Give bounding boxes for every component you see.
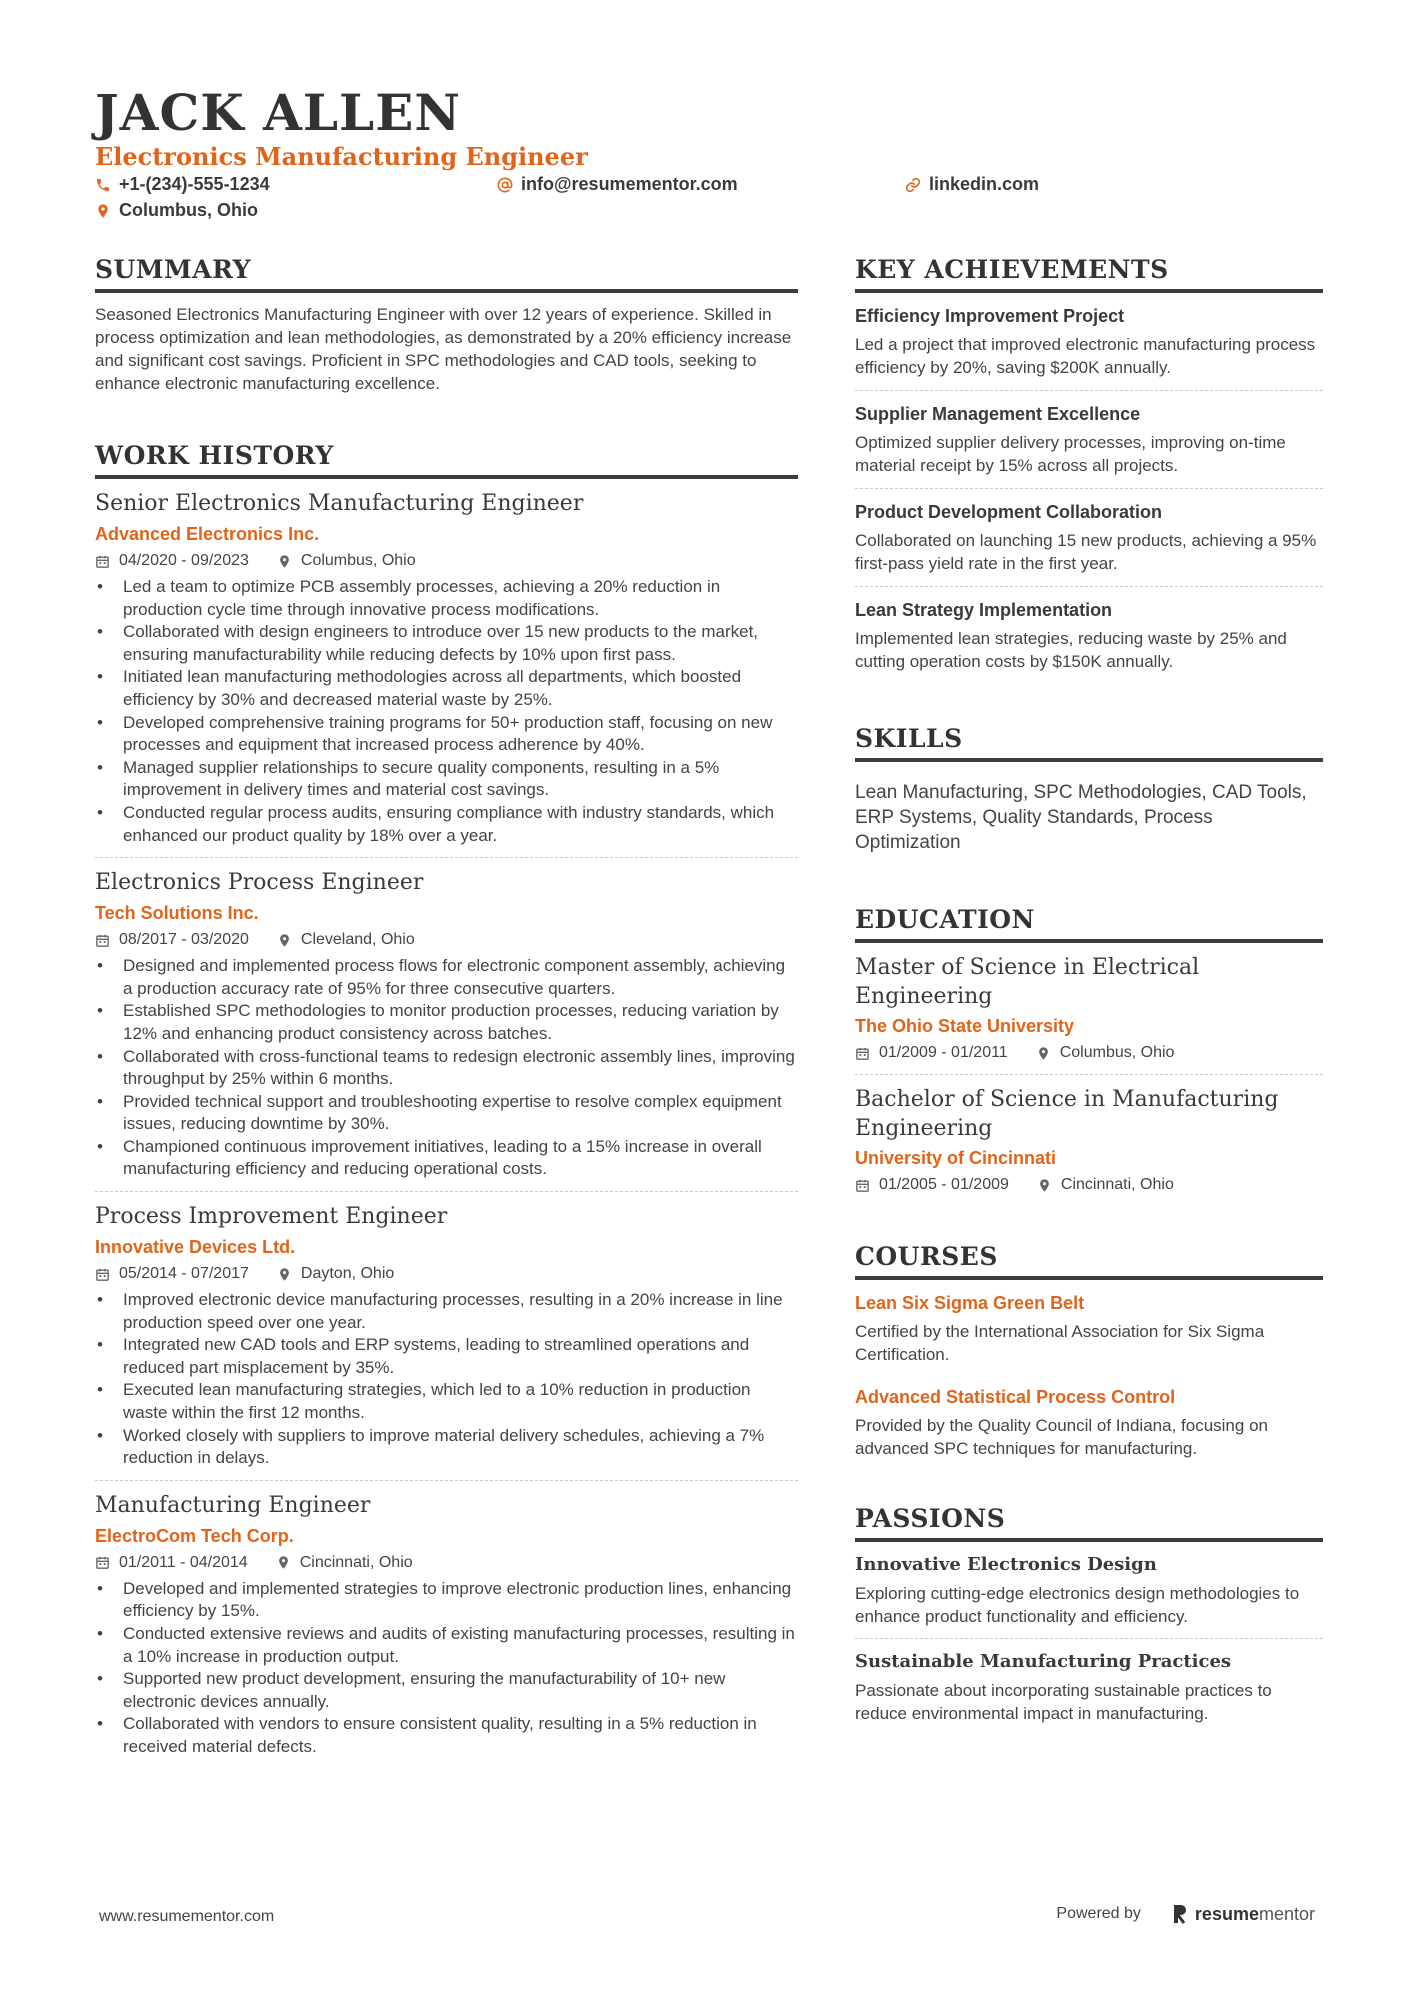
powered-by-text: Powered by xyxy=(1056,1905,1141,1922)
education-meta xyxy=(855,1174,1323,1196)
job-bullets xyxy=(95,1578,798,1759)
skills-text: Lean Manufacturing, SPC Methodologies, CAD Tools, ERP Systems, Quality Standards, Process Optimization xyxy=(855,782,1307,853)
passion-desc: Passionate about incorporating sustainable practices to reduce environmental impact in manufacturing. xyxy=(855,1681,1272,1723)
location-pin-icon xyxy=(277,554,292,569)
resume-header xyxy=(95,82,1325,224)
passion-desc: Exploring cutting-edge electronics design methodologies to enhance product functionality and efficiency. xyxy=(855,1584,1300,1626)
linkedin-text: linkedin.com xyxy=(929,174,1040,194)
education-item xyxy=(855,943,1323,1075)
contact-email[interactable] xyxy=(497,174,738,195)
contact-location xyxy=(95,200,258,221)
job-dates: 08/2017 - 03/2020 xyxy=(119,931,249,949)
list-item: • Developed comprehensive training programs for 50+ production staff, focusing on new processes and equipment that increased process adherence by 40%. xyxy=(95,712,798,757)
job-location: Dayton, Ohio xyxy=(300,1265,395,1283)
education-school: The Ohio State University xyxy=(855,1016,1075,1036)
at-sign-icon xyxy=(497,177,513,193)
work-history-section xyxy=(95,441,798,1769)
list-item: • Managed supplier relationships to secure quality components, resulting in a 5% improvement in delivery times and material cost savings. xyxy=(95,757,798,802)
education-location-wrap xyxy=(1036,1042,1175,1064)
calendar-icon xyxy=(855,1046,870,1061)
course-item xyxy=(855,1374,1323,1468)
location-pin-icon xyxy=(1037,1178,1052,1193)
location-pin-icon xyxy=(95,203,111,219)
job-meta xyxy=(95,550,798,572)
job-entry xyxy=(95,858,798,1192)
achievement-item xyxy=(855,293,1323,391)
resumementor-logo-icon xyxy=(1171,1903,1189,1925)
location-pin-icon xyxy=(276,1555,291,1570)
education-meta xyxy=(855,1042,1323,1064)
list-item: • Executed lean manufacturing strategies, which led to a 10% reduction in production waste within the first 12 months. xyxy=(95,1379,798,1424)
passion-title: Sustainable Manufacturing Practices xyxy=(855,1651,1232,1672)
job-entry xyxy=(95,479,798,858)
right-column xyxy=(855,255,1323,1735)
job-location: Cincinnati, Ohio xyxy=(299,1553,413,1571)
education-degree: Bachelor of Science in Manufacturing Engineering xyxy=(855,1087,1279,1141)
achievement-title: Product Development Collaboration xyxy=(855,502,1163,522)
list-item: • Worked closely with suppliers to improve material delivery schedules, achieving a 7% reduction in delays. xyxy=(95,1425,798,1470)
summary-section xyxy=(95,255,798,395)
education-heading: EDUCATION xyxy=(855,905,1323,943)
calendar-icon xyxy=(855,1178,870,1193)
list-item: • Collaborated with vendors to ensure consistent quality, resulting in a 5% reduction in received material defects. xyxy=(95,1713,798,1758)
calendar-icon xyxy=(95,1267,110,1282)
candidate-title: Electronics Manufacturing Engineer xyxy=(95,142,588,171)
skills-heading: SKILLS xyxy=(855,724,1323,762)
list-item: • Developed and implemented strategies to improve electronic production lines, enhancing efficiency by 15%. xyxy=(95,1578,798,1623)
summary-text: Seasoned Electronics Manufacturing Engineer with over 12 years of experience. Skilled in process optimization and lean methodologies, as demonstrated by a 20% efficiency increase and significant cost savings. Proficient in SPC methodologies and CAD tools, seeking to enhance electronic manufacturing excellence. xyxy=(95,305,792,393)
list-item: • Integrated new CAD tools and ERP systems, leading to streamlined operations and reduced part misplacement by 35%. xyxy=(95,1334,798,1379)
achievement-item xyxy=(855,587,1323,684)
job-dates: 01/2011 - 04/2014 xyxy=(119,1553,248,1571)
passion-item xyxy=(855,1542,1323,1639)
passions-heading: PASSIONS xyxy=(855,1504,1323,1542)
link-icon xyxy=(905,177,921,193)
work-history-heading: WORK HISTORY xyxy=(95,441,798,479)
job-title: Senior Electronics Manufacturing Engineer xyxy=(95,491,584,516)
job-entry xyxy=(95,1192,798,1481)
achievements-section xyxy=(855,255,1323,684)
job-title: Manufacturing Engineer xyxy=(95,1492,371,1518)
job-company: Tech Solutions Inc. xyxy=(95,903,259,924)
skills-section xyxy=(855,724,1323,855)
education-dates: 01/2005 - 01/2009 xyxy=(879,1176,1009,1193)
education-degree: Master of Science in Electrical Engineering xyxy=(855,955,1200,1009)
footer-brand xyxy=(1056,1903,1315,1925)
list-item: • Championed continuous improvement initiatives, leading to a 15% increase in overall manufacturing efficiency and reducing operational costs. xyxy=(95,1136,798,1181)
job-dates: 05/2014 - 07/2017 xyxy=(119,1265,249,1283)
achievements-heading: KEY ACHIEVEMENTS xyxy=(855,255,1323,293)
job-entry xyxy=(95,1481,798,1769)
course-title: Advanced Statistical Process Control xyxy=(855,1387,1176,1407)
course-item xyxy=(855,1280,1323,1374)
contact-phone[interactable] xyxy=(95,174,270,195)
list-item: • Led a team to optimize PCB assembly processes, achieving a 20% reduction in production cycle time through innovative process modifications. xyxy=(95,576,798,621)
education-location: Cincinnati, Ohio xyxy=(1060,1176,1174,1193)
job-bullets xyxy=(95,1289,798,1470)
achievement-desc: Optimized supplier delivery processes, improving on-time material receipt by 15% across all projects. xyxy=(855,433,1286,475)
list-item: • Initiated lean manufacturing methodologies across all departments, which boosted efficiency by 30% and decreased material waste by 25%. xyxy=(95,666,798,711)
passion-title: Innovative Electronics Design xyxy=(855,1554,1157,1575)
job-bullets xyxy=(95,955,798,1181)
passions-section xyxy=(855,1504,1323,1735)
course-title: Lean Six Sigma Green Belt xyxy=(855,1293,1085,1313)
achievement-item xyxy=(855,489,1323,587)
contact-bar xyxy=(95,174,1325,224)
summary-heading: SUMMARY xyxy=(95,255,798,293)
contact-linkedin[interactable] xyxy=(905,174,1039,195)
achievement-desc: Implemented lean strategies, reducing waste by 25% and cutting operation costs by $150K annually. xyxy=(855,629,1287,671)
job-company: Advanced Electronics Inc. xyxy=(95,524,320,544)
list-item: • Conducted extensive reviews and audits of existing manufacturing processes, resulting in a 10% increase in production output. xyxy=(95,1623,798,1668)
education-location-wrap xyxy=(1037,1174,1174,1196)
brand-bold: resume xyxy=(1194,1903,1259,1924)
job-location-wrap xyxy=(277,1263,394,1285)
location-text: Columbus, Ohio xyxy=(119,200,258,220)
list-item: • Collaborated with design engineers to introduce over 15 new products to the market, ensuring manufacturability while reducing defects by 10% upon first pass. xyxy=(95,621,798,666)
list-item: • Conducted regular process audits, ensuring compliance with industry standards, which enhanced our product quality by 18% over a year. xyxy=(95,802,798,847)
job-company: Innovative Devices Ltd. xyxy=(95,1237,296,1258)
brand-light: mentor xyxy=(1258,1903,1315,1924)
location-pin-icon xyxy=(277,1267,292,1282)
education-location: Columbus, Ohio xyxy=(1059,1044,1175,1061)
candidate-name: JACK ALLEN xyxy=(95,83,462,142)
calendar-icon xyxy=(95,933,110,948)
achievement-title: Supplier Management Excellence xyxy=(855,404,1141,424)
job-meta xyxy=(95,1263,798,1285)
phone-icon xyxy=(95,177,111,193)
list-item: • Provided technical support and troubleshooting expertise to resolve complex equipment issues, reducing downtime by 30%. xyxy=(95,1091,798,1136)
job-location-wrap xyxy=(276,1552,413,1574)
calendar-icon xyxy=(95,1555,110,1570)
achievement-title: Lean Strategy Implementation xyxy=(855,600,1113,620)
brand-logo[interactable] xyxy=(1171,1903,1315,1925)
job-meta xyxy=(95,929,798,951)
list-item: • Designed and implemented process flows for electronic component assembly, achieving a production accuracy rate of 95% for three consecutive quarters. xyxy=(95,955,798,1000)
achievement-title: Efficiency Improvement Project xyxy=(855,306,1125,326)
job-location-wrap xyxy=(277,929,415,951)
location-pin-icon xyxy=(277,933,292,948)
phone-text: +1-(234)-555-1234 xyxy=(119,174,270,194)
footer-website[interactable]: www.resumementor.com xyxy=(99,1908,275,1925)
education-dates: 01/2009 - 01/2011 xyxy=(879,1044,1008,1061)
achievement-desc: Collaborated on launching 15 new products, achieving a 95% first-pass yield rate in the first year. xyxy=(855,531,1317,573)
job-location: Cleveland, Ohio xyxy=(300,931,415,949)
courses-section xyxy=(855,1242,1323,1468)
email-text: info@resumementor.com xyxy=(521,174,738,194)
job-company: ElectroCom Tech Corp. xyxy=(95,1525,294,1546)
courses-heading: COURSES xyxy=(855,1242,1323,1280)
education-school: University of Cincinnati xyxy=(855,1148,1057,1168)
job-title: Process Improvement Engineer xyxy=(95,1204,448,1230)
achievement-item xyxy=(855,391,1323,489)
job-meta xyxy=(95,1552,798,1574)
location-pin-icon xyxy=(1036,1046,1051,1061)
job-location: Columbus, Ohio xyxy=(300,552,416,569)
course-desc: Certified by the International Association for Six Sigma Certification. xyxy=(855,1322,1265,1364)
achievement-desc: Led a project that improved electronic manufacturing process efficiency by 20%, saving $200K annually. xyxy=(855,335,1316,377)
education-item xyxy=(855,1075,1323,1206)
list-item: • Collaborated with cross-functional teams to redesign electronic assembly lines, improving throughput by 25% within 6 months. xyxy=(95,1046,798,1091)
course-desc: Provided by the Quality Council of Indiana, focusing on advanced SPC techniques for manufacturing. xyxy=(855,1416,1268,1458)
education-section xyxy=(855,905,1323,1206)
list-item: • Established SPC methodologies to monitor production processes, reducing variation by 12% and enhancing product consistency across batches. xyxy=(95,1000,798,1045)
passion-item xyxy=(855,1639,1323,1735)
left-column xyxy=(95,255,798,1769)
list-item: • Supported new product development, ensuring the manufacturability of 10+ new electronic devices annually. xyxy=(95,1668,798,1713)
calendar-icon xyxy=(95,554,110,569)
job-title: Electronics Process Engineer xyxy=(95,870,424,896)
job-dates: 04/2020 - 09/2023 xyxy=(119,552,249,569)
list-item: • Improved electronic device manufacturing processes, resulting in a 20% increase in line production speed over one year. xyxy=(95,1289,798,1334)
job-bullets xyxy=(95,576,798,847)
job-location-wrap xyxy=(277,550,416,572)
